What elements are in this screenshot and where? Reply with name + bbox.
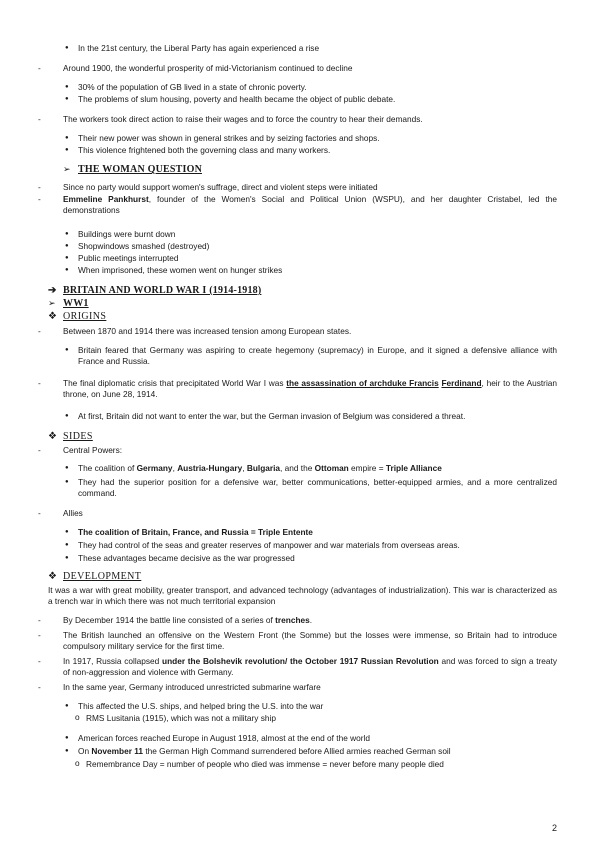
text: Their new power was shown in general strikes and by seizing factories and shops. (78, 133, 380, 143)
list-item (78, 527, 313, 538)
list-item (78, 701, 323, 712)
heading-text: THE WOMAN QUESTION (78, 164, 202, 175)
list-item (63, 615, 312, 626)
text: The British launched an offensive on the Western Front (the Somme) but the losses were immense, so Britain had to introduce compulsory military service for the first time. (63, 630, 557, 651)
text: Between 1870 and 1914 there was increased tension among European states. (63, 326, 352, 336)
text: It was a war with great mobility, greater transport, and advanced technology (advantages of industrialization). This war is characterized as a trench war in which there was not much territorial expansion (48, 585, 557, 606)
text: They had the superior position for a defensive war, better communications, better-equipped armies, and a more centralized command. (78, 477, 557, 498)
bold-underlined-text: the assassination of archduke Francis (286, 378, 439, 388)
text: Shopwindows smashed (destroyed) (78, 241, 210, 251)
section-heading (63, 285, 261, 296)
diamond-icon: ❖ (48, 311, 57, 322)
list-item (78, 43, 319, 54)
list-item (78, 94, 395, 105)
text: Central Powers: (63, 445, 123, 455)
list-item (78, 229, 175, 240)
text: , (172, 463, 178, 473)
bold-underlined-text: Ferdinand (441, 378, 482, 388)
list-item (78, 540, 460, 551)
list-item (78, 553, 295, 564)
arrow-bullet-icon: ➢ (63, 164, 71, 174)
section-heading (78, 164, 202, 175)
bold-text: Austria-Hungary (177, 463, 243, 473)
list-item (63, 630, 557, 652)
sub-list-item (86, 759, 444, 770)
text: , (242, 463, 247, 473)
bold-text: trenches (275, 615, 310, 625)
subsection-heading: SIDES (63, 431, 93, 442)
text: , and the (280, 463, 315, 473)
sub-list-item (86, 713, 276, 724)
text: 30% of the population of GB lived in a state of chronic poverty. (78, 82, 307, 92)
text: When imprisoned, these women went on hunger strikes (78, 265, 283, 275)
list-item (63, 656, 557, 678)
text: , founder of the Women's Social and Political Union (WSPU), and her daughter Cristabel, led the demonstrations (63, 194, 558, 215)
heading-text: WW1 (63, 298, 89, 309)
list-item (78, 253, 179, 264)
text: In the same year, Germany introduced unrestricted submarine warfare (63, 682, 321, 692)
list-item (78, 477, 557, 499)
text: They had control of the seas and greater reserves of manpower and war materials from overseas areas. (78, 540, 460, 550)
text: Buildings were burnt down (78, 229, 176, 239)
list-item (63, 114, 423, 125)
text: Around 1900, the wonderful prosperity of mid-Victorianism continued to decline (63, 63, 353, 73)
text: and was forced to sign a treaty of non-aggression and violence with Germany. (63, 656, 557, 677)
list-item (63, 682, 321, 693)
list-item (63, 508, 83, 519)
text: This violence frightened both the governing class and many workers. (78, 145, 331, 155)
list-item (78, 145, 330, 156)
list-item (78, 241, 209, 252)
list-item (78, 345, 557, 367)
bold-text: Emmeline Pankhurst (63, 194, 149, 204)
list-item (63, 326, 351, 337)
list-item (78, 82, 307, 93)
text: Britain feared that Germany was aspiring to create hegemony (supremacy) in Europe, and it signed a defensive alliance with France and Russia. (78, 345, 557, 366)
text: empire = (348, 463, 386, 473)
text: Since no party would support women's suffrage, direct and violent steps were initiated (63, 182, 378, 192)
bold-text: Germany (136, 463, 173, 473)
text: In 1917, Russia collapsed (63, 656, 162, 666)
text: By December 1914 the battle line consisted of a series of (63, 615, 276, 625)
list-item (78, 463, 442, 474)
text: The problems of slum housing, poverty and health became the object of public debate. (78, 94, 396, 104)
bold-text: under the Bolshevik revolution/ the October 1917 Russian Revolution (162, 656, 439, 666)
text: The final diplomatic crisis that precipitated World War I was (63, 378, 287, 388)
text: Public meetings interrupted (78, 253, 179, 263)
subsection-heading: DEVELOPMENT (63, 571, 142, 582)
paragraph (48, 585, 557, 607)
page-number: 2 (552, 823, 558, 833)
bold-text: November 11 (91, 746, 144, 756)
list-item (63, 63, 352, 74)
list-item (78, 746, 451, 757)
text: Allies (63, 508, 83, 518)
list-item (63, 378, 557, 400)
text: . (309, 615, 313, 625)
list-item (78, 265, 282, 276)
bold-text: Bulgaria (246, 463, 281, 473)
text: These advantages became decisive as the war progressed (78, 553, 295, 563)
list-item (63, 194, 557, 216)
bold-text: Triple Alliance (385, 463, 442, 473)
text: In the 21st century, the Liberal Party has again experienced a rise (78, 43, 320, 53)
arrow-bullet-icon: ➢ (48, 298, 56, 308)
list-item (78, 733, 370, 744)
text: American forces reached Europe in August 1918, almost at the end of the world (78, 733, 370, 743)
text: the German High Command surrendered before Allied armies reached German soil (143, 746, 451, 756)
section-heading (63, 298, 89, 309)
bold-text: The coalition of Britain, France, and Russia = Triple Entente (78, 527, 313, 537)
text: On (78, 746, 92, 756)
list-item (78, 411, 465, 422)
list-item (78, 133, 380, 144)
text: At first, Britain did not want to enter the war, but the German invasion of Belgium was considered a threat. (78, 411, 466, 421)
text: The coalition of (78, 463, 137, 473)
list-item (63, 182, 378, 193)
text: , heir to the Austrian throne, on June 28, 1914. (63, 378, 558, 399)
text: This affected the U.S. ships, and helped bring the U.S. into the war (78, 701, 324, 711)
diamond-icon: ❖ (48, 571, 57, 582)
bold-text: Ottoman (314, 463, 349, 473)
list-item (63, 445, 122, 456)
subsection-heading: ORIGINS (63, 311, 107, 322)
diamond-icon: ❖ (48, 431, 57, 442)
thick-arrow-icon: ➔ (48, 285, 57, 296)
text: The workers took direct action to raise their wages and to force the country to hear their demands. (63, 114, 423, 124)
text: RMS Lusitania (1915), which was not a military ship (86, 713, 276, 723)
heading-text: BRITAIN AND WORLD WAR I (1914-1918) (63, 285, 262, 296)
text: Remembrance Day = number of people who died was immense = never before many people died (86, 759, 444, 769)
